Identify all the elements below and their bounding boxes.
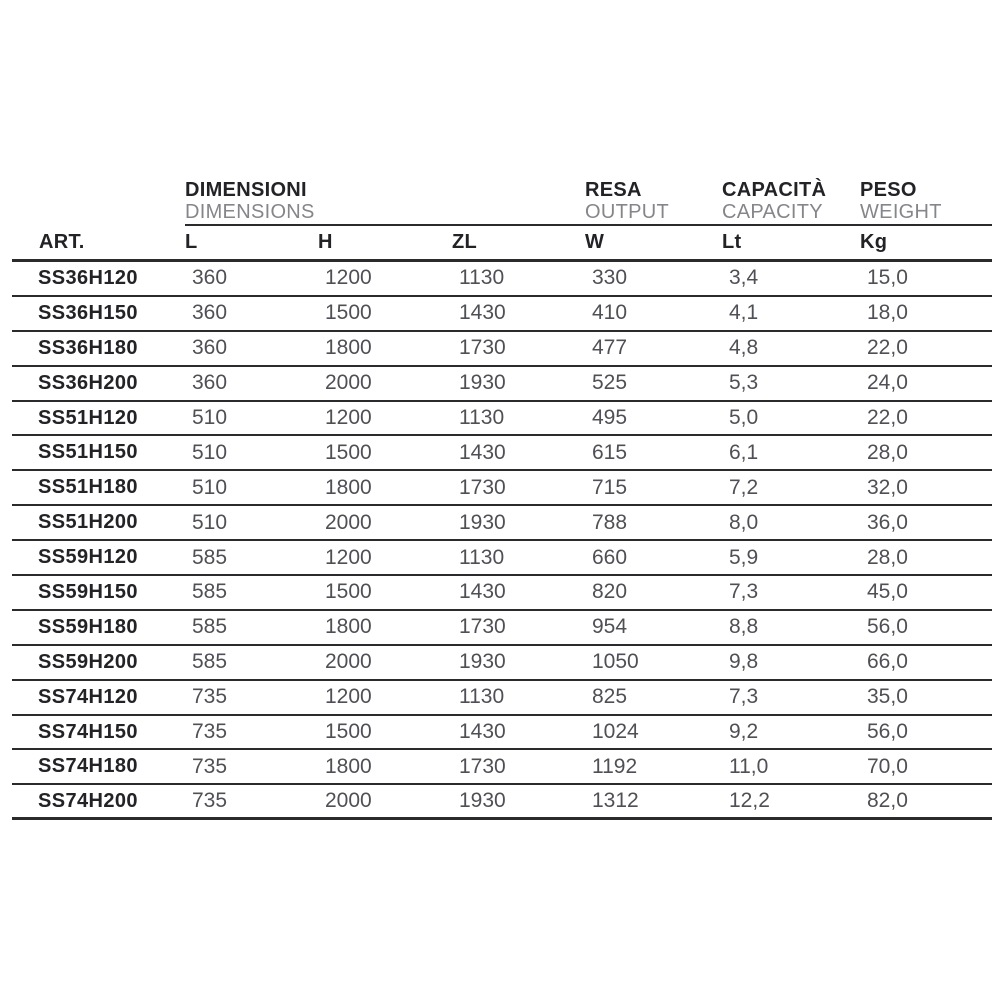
column-header-kg: Kg	[860, 231, 888, 253]
cell-length: 510	[192, 406, 228, 429]
cell-weight-kg: 24,0	[867, 371, 908, 395]
cell-zl: 1730	[459, 754, 506, 778]
cell-length: 360	[192, 301, 228, 325]
cell-height: 2000	[325, 789, 372, 813]
cell-weight-kg: 56,0	[867, 720, 908, 744]
cell-output-w: 410	[592, 301, 628, 325]
cell-art-code: SS51H120	[38, 406, 138, 429]
group-header-underline	[185, 224, 992, 226]
table-row	[12, 471, 992, 506]
table-row	[12, 506, 992, 541]
table-row	[12, 750, 992, 785]
cell-length: 585	[192, 615, 228, 639]
table-row	[12, 436, 992, 471]
cell-weight-kg: 66,0	[867, 650, 908, 674]
cell-height: 1800	[325, 754, 372, 778]
cell-zl: 1430	[459, 720, 506, 744]
column-header-row	[12, 226, 992, 262]
cell-art-code: SS59H180	[38, 615, 138, 638]
table-row	[12, 541, 992, 576]
cell-output-w: 1312	[592, 789, 639, 813]
cell-zl: 1130	[459, 406, 505, 429]
cell-capacity-lt: 7,3	[729, 580, 759, 604]
cell-output-w: 1050	[592, 650, 639, 674]
cell-height: 1200	[325, 266, 372, 290]
cell-capacity-lt: 8,8	[729, 615, 759, 639]
group-label-capacita: CAPACITÀ	[722, 179, 827, 201]
cell-art-code: SS74H180	[38, 755, 138, 778]
cell-art-code: SS51H150	[38, 441, 138, 464]
cell-capacity-lt: 11,0	[729, 754, 769, 778]
table-row	[12, 611, 992, 646]
cell-weight-kg: 56,0	[867, 615, 908, 639]
table-row	[12, 297, 992, 332]
cell-output-w: 715	[592, 475, 628, 499]
cell-zl: 1430	[459, 440, 506, 464]
cell-zl: 1730	[459, 475, 506, 499]
product-spec-table	[12, 176, 992, 820]
table-row	[12, 367, 992, 402]
table-row	[12, 576, 992, 611]
cell-weight-kg: 22,0	[867, 406, 908, 429]
cell-art-code: SS74H150	[38, 720, 138, 743]
cell-output-w: 495	[592, 406, 628, 429]
cell-zl: 1730	[459, 336, 506, 360]
cell-zl: 1930	[459, 650, 506, 674]
cell-length: 585	[192, 650, 228, 674]
group-label-weight: WEIGHT	[860, 201, 942, 223]
cell-height: 1500	[325, 720, 372, 744]
cell-length: 735	[192, 720, 228, 744]
table-row	[12, 262, 992, 297]
cell-output-w: 330	[592, 266, 628, 290]
cell-output-w: 660	[592, 545, 628, 569]
cell-height: 1800	[325, 336, 372, 360]
cell-height: 1800	[325, 475, 372, 499]
cell-weight-kg: 32,0	[867, 475, 908, 499]
cell-length: 510	[192, 440, 228, 464]
cell-height: 1500	[325, 580, 372, 604]
column-header-art: ART.	[39, 231, 85, 253]
cell-zl: 1130	[459, 545, 505, 569]
cell-capacity-lt: 4,8	[729, 336, 759, 360]
cell-weight-kg: 36,0	[867, 510, 908, 534]
cell-capacity-lt: 9,8	[729, 650, 759, 674]
cell-height: 1500	[325, 301, 372, 325]
cell-art-code: SS36H150	[38, 301, 138, 324]
cell-capacity-lt: 6,1	[729, 440, 759, 464]
cell-art-code: SS36H180	[38, 336, 138, 359]
cell-capacity-lt: 5,9	[729, 545, 759, 569]
group-label-peso: PESO	[860, 179, 917, 201]
cell-weight-kg: 18,0	[867, 301, 908, 325]
table-row	[12, 332, 992, 367]
cell-capacity-lt: 7,3	[729, 685, 759, 709]
cell-capacity-lt: 8,0	[729, 510, 759, 534]
cell-capacity-lt: 12,2	[729, 789, 770, 813]
cell-art-code: SS74H120	[38, 685, 138, 708]
cell-output-w: 788	[592, 510, 628, 534]
cell-weight-kg: 28,0	[867, 545, 908, 569]
column-header-w: W	[585, 231, 605, 253]
cell-output-w: 615	[592, 440, 628, 464]
cell-zl: 1130	[459, 685, 505, 709]
table-body	[12, 262, 992, 820]
cell-zl: 1730	[459, 615, 506, 639]
cell-weight-kg: 22,0	[867, 336, 908, 360]
cell-output-w: 477	[592, 336, 628, 360]
group-label-dimensions: DIMENSIONS	[185, 201, 315, 223]
cell-length: 360	[192, 266, 228, 290]
group-label-resa: RESA	[585, 179, 642, 201]
column-header-h: H	[318, 231, 333, 253]
cell-zl: 1430	[459, 580, 506, 604]
cell-height: 2000	[325, 371, 372, 395]
cell-zl: 1930	[459, 371, 506, 395]
cell-art-code: SS74H200	[38, 789, 138, 812]
group-label-dimensioni: DIMENSIONI	[185, 179, 307, 201]
cell-capacity-lt: 5,0	[729, 406, 759, 429]
cell-weight-kg: 82,0	[867, 789, 908, 813]
cell-height: 1200	[325, 545, 372, 569]
table-row	[12, 681, 992, 716]
cell-length: 735	[192, 754, 228, 778]
cell-zl: 1930	[459, 510, 506, 534]
column-header-l: L	[185, 231, 198, 253]
group-header-output	[585, 176, 722, 226]
cell-art-code: SS36H200	[38, 371, 138, 394]
cell-capacity-lt: 5,3	[729, 371, 759, 395]
cell-art-code: SS51H180	[38, 476, 138, 499]
cell-weight-kg: 45,0	[867, 580, 908, 604]
cell-art-code: SS59H200	[38, 650, 138, 673]
cell-length: 510	[192, 510, 228, 534]
group-header-row	[12, 176, 992, 226]
cell-art-code: SS51H200	[38, 511, 138, 534]
cell-weight-kg: 28,0	[867, 440, 908, 464]
cell-height: 2000	[325, 650, 372, 674]
cell-capacity-lt: 9,2	[729, 720, 759, 744]
cell-art-code: SS59H120	[38, 546, 138, 569]
cell-height: 1200	[325, 406, 372, 429]
group-header-weight	[860, 176, 992, 226]
cell-height: 2000	[325, 510, 372, 534]
cell-weight-kg: 35,0	[867, 685, 908, 709]
cell-output-w: 820	[592, 580, 628, 604]
cell-length: 735	[192, 685, 228, 709]
cell-weight-kg: 15,0	[867, 266, 908, 290]
cell-output-w: 825	[592, 685, 628, 709]
cell-output-w: 525	[592, 371, 628, 395]
group-label-capacity: CAPACITY	[722, 201, 823, 223]
cell-capacity-lt: 3,4	[729, 266, 759, 290]
cell-art-code: SS36H120	[38, 266, 138, 289]
cell-length: 510	[192, 475, 228, 499]
table-row	[12, 646, 992, 681]
column-header-zl: ZL	[452, 231, 478, 253]
cell-height: 1200	[325, 685, 372, 709]
cell-zl: 1430	[459, 301, 506, 325]
group-spacer	[12, 176, 185, 226]
cell-capacity-lt: 7,2	[729, 475, 759, 499]
table-row	[12, 402, 992, 437]
group-header-dimensions	[185, 176, 585, 226]
group-label-output: OUTPUT	[585, 201, 670, 223]
cell-height: 1500	[325, 440, 372, 464]
cell-output-w: 1024	[592, 720, 639, 744]
cell-weight-kg: 70,0	[867, 754, 908, 778]
cell-output-w: 954	[592, 615, 628, 639]
cell-output-w: 1192	[592, 754, 638, 778]
cell-art-code: SS59H150	[38, 580, 138, 603]
cell-length: 360	[192, 336, 228, 360]
cell-length: 585	[192, 580, 228, 604]
cell-length: 585	[192, 545, 228, 569]
cell-length: 735	[192, 789, 228, 813]
cell-height: 1800	[325, 615, 372, 639]
table-row	[12, 716, 992, 751]
group-header-capacity	[722, 176, 860, 226]
column-header-lt: Lt	[722, 231, 742, 253]
cell-capacity-lt: 4,1	[729, 301, 759, 325]
cell-zl: 1130	[459, 266, 505, 290]
table-row	[12, 785, 992, 820]
cell-zl: 1930	[459, 789, 506, 813]
cell-length: 360	[192, 371, 228, 395]
